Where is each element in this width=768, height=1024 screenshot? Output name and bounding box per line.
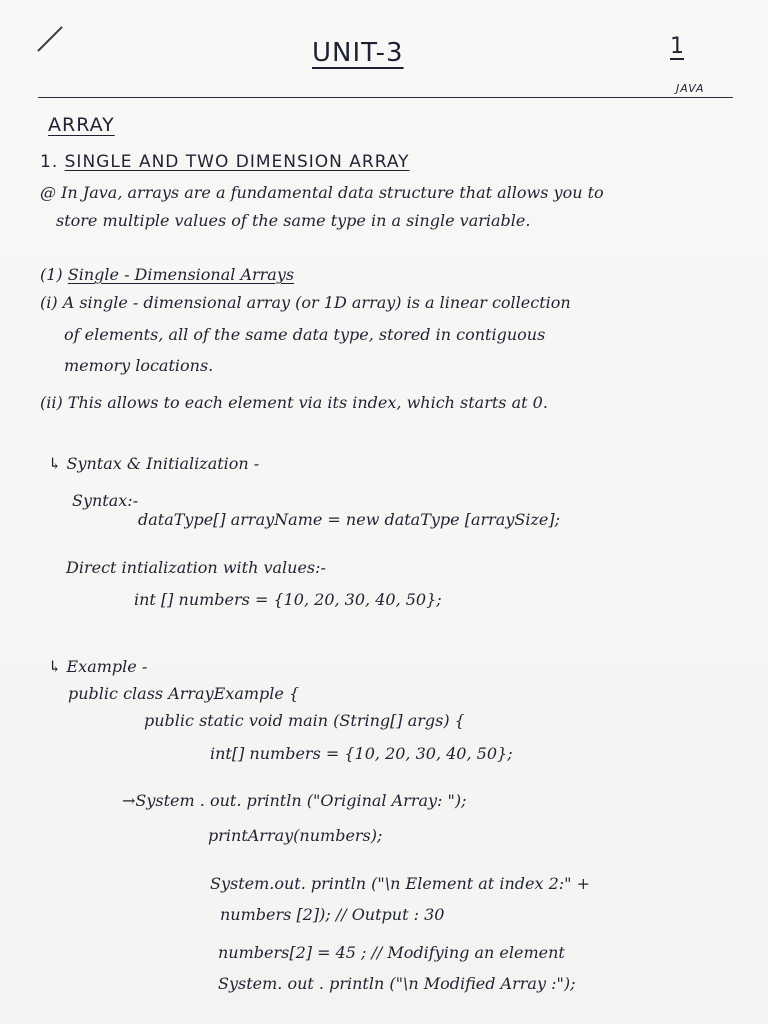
header-rule [38,97,733,98]
point-line-3: memory locations. [64,356,214,375]
subject-label: JAVA [676,82,705,95]
subsection-title: Single - Dimensional Arrays [67,265,295,284]
code-line: →System . out. println ("Original Array: "); [122,791,467,810]
syntax-heading: ↳ Syntax & Initialization - [48,454,260,473]
direct-init-line: int [] numbers = {10, 20, 30, 40, 50}; [134,590,442,609]
margin-slash-mark [37,26,62,51]
code-line: System.out. println ("\n Element at index 2:" + [210,874,590,893]
code-line: System. out . println ("\n Modified Array :"); [218,974,576,993]
syntax-line: dataType[] arrayName = new dataType [arraySize]; [138,510,560,529]
intro-line-1: @ In Java, arrays are a fundamental data structure that allows you to [40,183,604,202]
example-heading: ↳ Example - [48,657,148,676]
code-line: numbers[2] = 45 ; // Modifying an element [218,943,565,962]
subsection-heading [40,265,294,284]
point-line-4: (ii) This allows to each element via its index, which starts at 0. [40,393,548,412]
array-heading: ARRAY [48,114,115,136]
page-number: 1 [670,34,684,59]
code-line: int[] numbers = {10, 20, 30, 40, 50}; [210,744,513,763]
syntax-label: Syntax:- [72,491,139,510]
intro-line-2: store multiple values of the same type in a single variable. [56,211,531,230]
point-line-2: of elements, all of the same data type, stored in contiguous [64,325,546,344]
subsection-number: (1) [40,265,63,284]
section-number: 1. [40,152,59,172]
direct-init-label: Direct intialization with values:- [66,558,326,577]
code-line: printArray(numbers); [208,826,383,845]
code-line: public static void main (String[] args) { [144,711,465,730]
section-heading [40,152,410,172]
code-line: public class ArrayExample { [68,684,300,703]
section-title: SINGLE AND TWO DIMENSION ARRAY [64,152,410,172]
code-line: numbers [2]); // Output : 30 [220,905,445,924]
point-line-1: (i) A single - dimensional array (or 1D array) is a linear collection [40,293,571,312]
page-title: UNIT-3 [312,38,404,68]
